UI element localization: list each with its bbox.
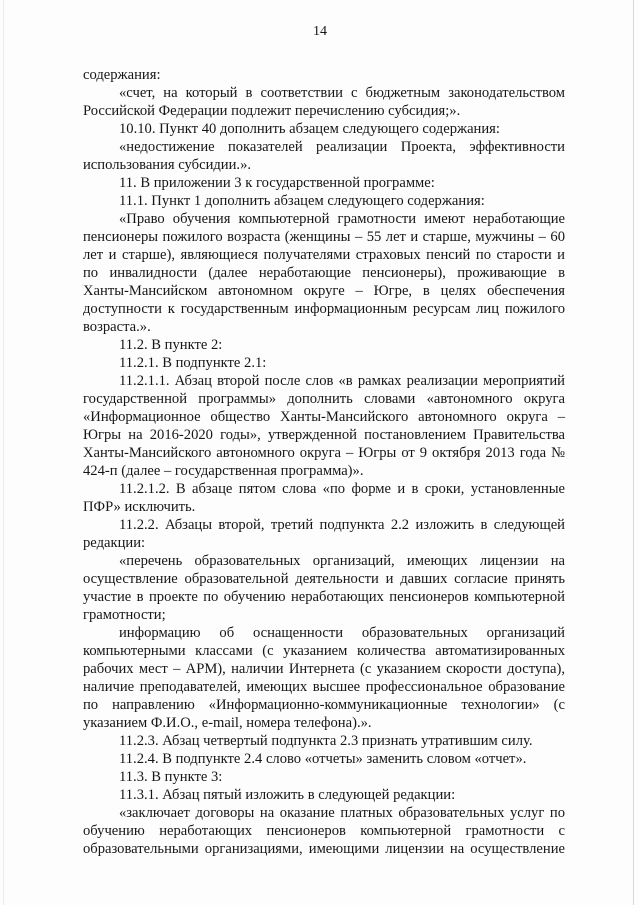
paragraph: «заключает договоры на оказание платных образовательных услуг по обучению неработающих пенсионеров компьютерной грамотности с образовательными организациями, имеющими лицензии на осуществление: [83, 805, 565, 857]
paragraph: 11.2.2. Абзацы второй, третий подпункта 2.2 изложить в следующей редакции:: [83, 517, 565, 551]
paragraph: «недостижение показателей реализации Проекта, эффективности использования субсидии.».: [83, 139, 565, 173]
paragraph: «перечень образовательных организаций, имеющих лицензии на осуществление образовательной деятельности и давших согласие принять участие в проекте по обучению неработающих пенсионеров компьютерной грамотности;: [83, 553, 565, 623]
paragraph: 11.2.4. В подпункте 2.4 слово «отчеты» заменить словом «отчет».: [119, 751, 527, 767]
paragraph: информацию об оснащенности образовательных организаций компьютерными классами (с указанием количества автоматизированных рабочих мест – АРМ), наличии Интернета (с указанием скорости доступа), наличие преподавателей, имеющих высшее профессиональное образование по направлению «Информационно-коммуникационные технологии» (с указанием Ф.И.О., e-mail, номера телефона).».: [83, 625, 565, 731]
paragraph: 11.2. В пункте 2:: [119, 337, 223, 353]
paragraph: 11.2.3. Абзац четвертый подпункта 2.3 признать утратившим силу.: [119, 733, 533, 749]
paragraph: 11.3.1. Абзац пятый изложить в следующей редакции:: [119, 787, 456, 803]
paragraph: 11.3. В пункте 3:: [119, 769, 223, 785]
page-number: 14: [313, 24, 327, 39]
paragraph: 11.2.1.1. Абзац второй после слов «в рамках реализации мероприятий государственной программы» дополнить словами «автономного округа «Информационное общество Ханты-Мансийского автономного округа – Югры на 2016-2020 годы», утвержденной постановлением Правительства Ханты-Мансийского автономного округа – Югры от 9 октября 2013 года № 424-п (далее – государственная программа)».: [83, 373, 565, 479]
paragraph: «Право обучения компьютерной грамотности имеют неработающие пенсионеры пожилого возраста (женщины – 55 лет и старше, мужчины – 60 лет и старше), являющиеся получателями страховых пенсий по старости и по инвалидности (далее неработающие пенсионеры), проживающие в Ханты-Мансийском автономном округе – Югре, в целях обеспечения доступности к государственным информационным ресурсам лиц пожилого возраста.».: [83, 211, 565, 335]
paragraph: 11. В приложении 3 к государственной программе:: [119, 175, 435, 191]
paragraph: содержания:: [83, 67, 161, 83]
scan-edge-left: [3, 0, 4, 905]
scan-edge-right: [633, 0, 634, 905]
paragraph: 11.2.1. В подпункте 2.1:: [119, 355, 267, 371]
paragraph: 10.10. Пункт 40 дополнить абзацем следующего содержания:: [119, 121, 500, 137]
paragraph: 11.1. Пункт 1 дополнить абзацем следующего содержания:: [119, 193, 485, 209]
document-body: [83, 66, 565, 858]
paragraph: «счет, на который в соответствии с бюджетным законодательством Российской Федерации подлежит перечислению субсидия;».: [83, 85, 565, 119]
paragraph: 11.2.1.2. В абзаце пятом слова «по форме и в сроки, установленные ПФР» исключить.: [83, 481, 565, 515]
